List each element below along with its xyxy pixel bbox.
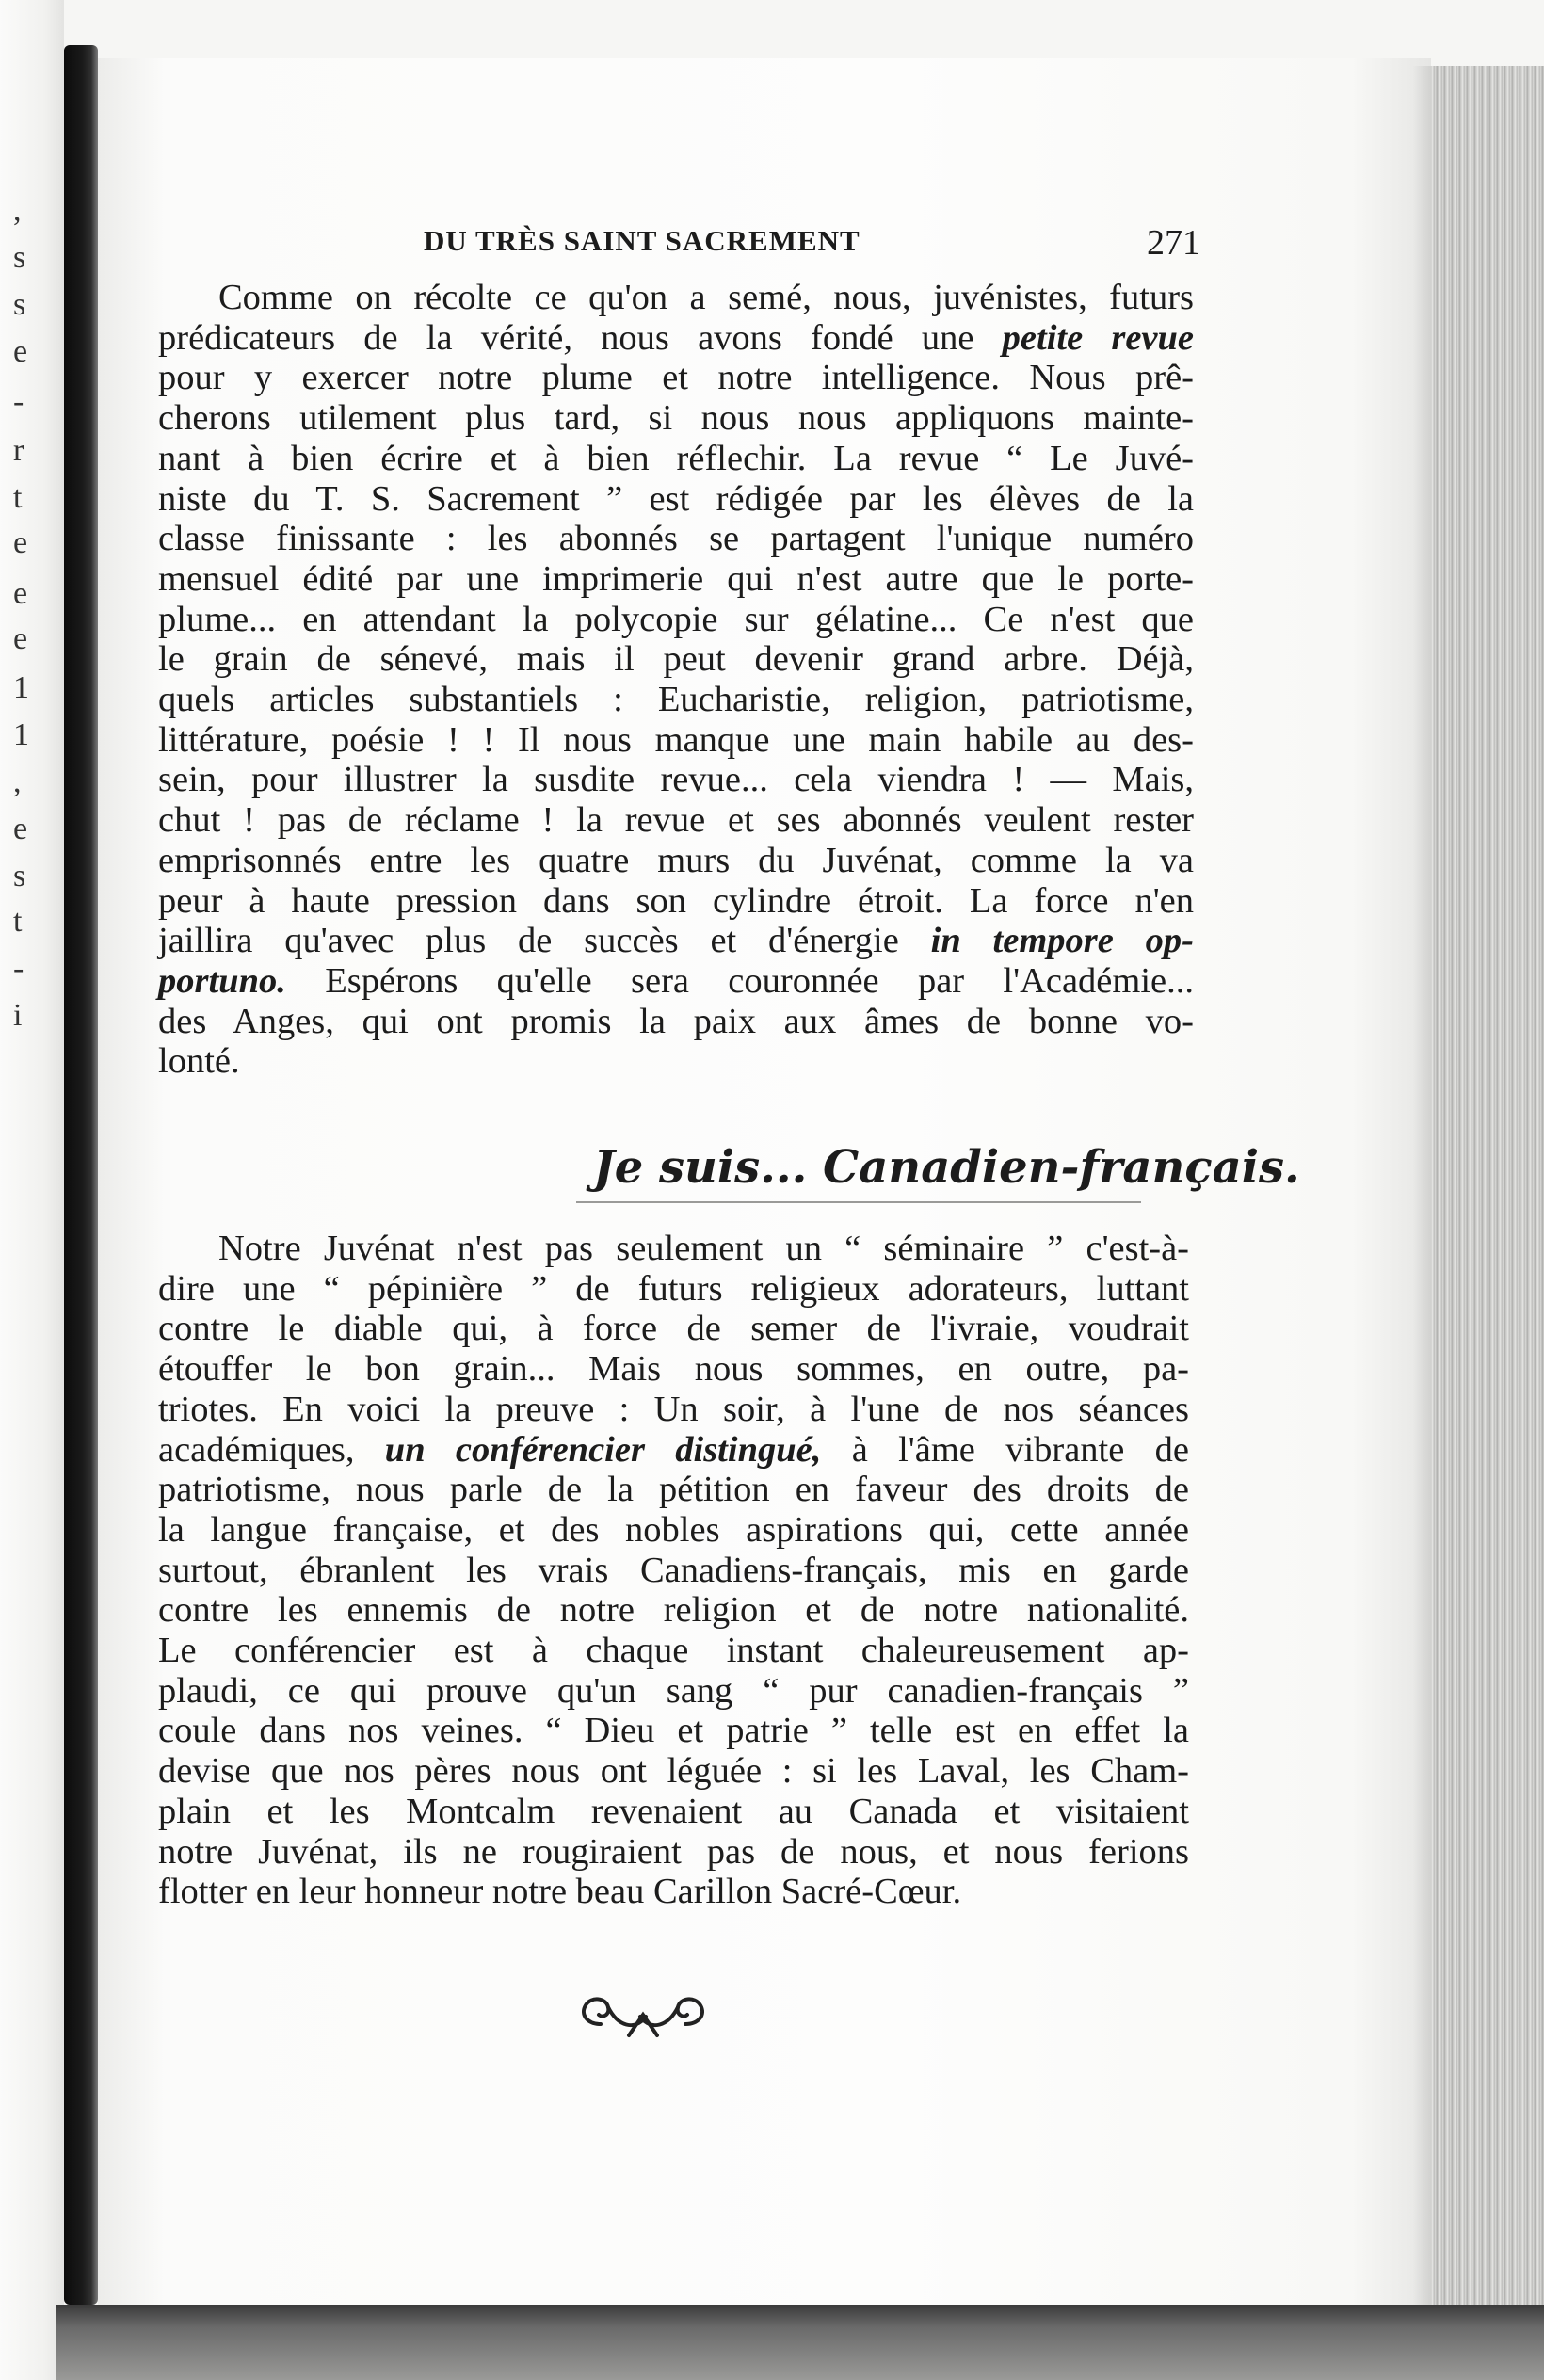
text-run: notre Juvénat, ils ne rougiraient pas de nous, et nous ferions [158, 1831, 1189, 1872]
facing-page-fragment-char: 1 [13, 717, 29, 752]
italic-phrase: in tempore op- [930, 921, 1194, 961]
text-run: académiques, [158, 1429, 385, 1470]
facing-page-fragment-char: e [13, 621, 28, 656]
text-run: chut ! pas de réclame ! la revue et ses abonnés veulent rester [158, 800, 1194, 841]
text-line [158, 1349, 1189, 1390]
text-line [158, 1711, 1189, 1751]
text-run: des Anges, qui ont promis la paix aux âmes de bonne vo- [158, 1001, 1194, 1041]
facing-page-fragment-char: , [13, 193, 22, 228]
text-run: quels articles substantiels : Eucharistie, religion, patriotisme, [158, 680, 1194, 720]
text-run: contre les ennemis de notre religion et de notre nationalité. [158, 1590, 1189, 1631]
facing-page-fragment-char: r [13, 433, 24, 468]
text-run: pour y exercer notre plume et notre intelligence. Nous prê- [158, 358, 1194, 398]
text-line [158, 1430, 1189, 1471]
italic-phrase: petite revue [1002, 317, 1194, 358]
text-run: Notre Juvénat n'est pas seulement un “ séminaire ” c'est-à- [218, 1229, 1189, 1268]
text-run: plaudi, ce qui prouve qu'un sang “ pur canadien-français ” [158, 1670, 1189, 1711]
text-run: nant à bien écrire et à bien réflechir. La revue “ Le Juvé- [158, 438, 1194, 478]
heading-underline [576, 1201, 1141, 1203]
text-run: étouffer le bon grain... Mais nous sommes, en outre, pa- [158, 1349, 1189, 1390]
text-line [158, 1470, 1189, 1510]
facing-page-fragment-char: t [13, 904, 23, 939]
text-line [158, 1751, 1189, 1792]
text-run: niste du T. S. Sacrement ” est rédigée par les élèves de la [158, 478, 1194, 519]
facing-page-fragment-char: s [13, 859, 26, 893]
facing-page-fragment-char: e [13, 576, 28, 611]
text-run: prédicateurs de la vérité, nous avons fondé une [158, 317, 1003, 358]
text-run: cherons utilement plus tard, si nous nous appliquons mainte- [158, 398, 1194, 439]
running-head: DU TRÈS SAINT SACREMENT [424, 224, 860, 257]
fleuron-ornament [563, 1986, 723, 2049]
paragraph-patriotes [158, 1229, 1189, 1912]
text-run: mensuel édité par une imprimerie qui n'est autre que le porte- [158, 558, 1194, 599]
text-run: patriotisme, nous parle de la pétition en faveur des droits de [158, 1470, 1189, 1510]
text-line [158, 1309, 1189, 1349]
section-heading: Je suis... Canadien-français. [593, 1141, 1300, 1194]
text-line [158, 1631, 1189, 1671]
text-run: surtout, ébranlent les vrais Canadiens-français, mis en garde [158, 1550, 1189, 1590]
italic-phrase: un conférencier distingué, [384, 1429, 822, 1470]
text-run: Espérons qu'elle sera couronnée par l'Académie... [285, 960, 1194, 1001]
text-line [158, 1390, 1189, 1430]
facing-page-fragment-char: t [13, 480, 23, 515]
text-run: le grain de sénevé, mais il peut devenir grand arbre. Déjà, [158, 639, 1194, 680]
text-line [158, 1510, 1189, 1551]
facing-page-fragment-char: e [13, 812, 28, 846]
facing-page-fragment-char: i [13, 998, 23, 1033]
bottom-shadow [56, 2305, 1544, 2380]
text-run: emprisonnés entre les quatre murs du Juvénat, comme la va [158, 840, 1194, 880]
text-run: coule dans nos veines. “ Dieu et patrie ” telle est en effet la [158, 1711, 1189, 1751]
text-line [158, 1792, 1189, 1832]
page-number: 271 [1147, 223, 1200, 263]
text-run: peur à haute pression dans son cylindre étroit. La force n'en [158, 880, 1194, 921]
facing-page-fragment-char: s [13, 287, 26, 322]
text-run: plain et les Montcalm revenaient au Canada et visitaient [158, 1791, 1189, 1831]
text-run: la langue française, et des nobles aspirations qui, cette année [158, 1509, 1189, 1550]
text-run: plume... en attendant la polycopie sur gélatine... Ce n'est que [158, 599, 1194, 639]
text-run: jaillira qu'avec plus de succès et d'énergie [158, 921, 931, 961]
text-run: contre le diable qui, à force de semer de l'ivraie, voudrait [158, 1309, 1189, 1349]
italic-phrase: portuno. [158, 960, 286, 1001]
facing-page-fragment-char: , [13, 764, 22, 799]
text-run: Le conférencier est à chaque instant chaleureusement ap- [158, 1631, 1189, 1671]
text-run: lonté. [158, 1041, 240, 1082]
facing-page-fragment-char: s [13, 240, 26, 275]
facing-page-fragment-char: - [13, 384, 24, 419]
text-line [158, 1671, 1189, 1712]
text-line [158, 1269, 1189, 1310]
facing-page-fragment-char: 1 [13, 670, 29, 705]
text-run: Comme on récolte ce qu'on a semé, nous, juvénistes, futurs [218, 278, 1194, 317]
facing-page-fragment-char: e [13, 525, 28, 560]
text-line [158, 1872, 1189, 1912]
text-line [158, 1041, 1194, 1082]
text-line [158, 1590, 1189, 1631]
facing-page-fragment-char: e [13, 334, 28, 369]
text-line [158, 1832, 1189, 1873]
text-run: flotter en leur honneur notre beau Carillon Sacré-Cœur. [158, 1872, 962, 1912]
facing-page-fragment-char: - [13, 951, 24, 986]
text-line [158, 1229, 1189, 1269]
text-run: triotes. En voici la preuve : Un soir, à l'une de nos séances [158, 1389, 1189, 1429]
text-run: sein, pour illustrer la susdite revue... cela viendra ! — Mais, [158, 760, 1194, 800]
text-run: classe finissante : les abonnés se partagent l'unique numéro [158, 519, 1194, 559]
text-run: dire une “ pépinière ” de futurs religieux adorateurs, luttant [158, 1268, 1189, 1309]
text-run: devise que nos pères nous ont léguée : si les Laval, les Cham- [158, 1751, 1189, 1792]
text-run: à l'âme vibrante de [821, 1429, 1190, 1470]
text-line [158, 1551, 1189, 1591]
text-run: littérature, poésie ! ! Il nous manque une main habile au des- [158, 719, 1194, 760]
